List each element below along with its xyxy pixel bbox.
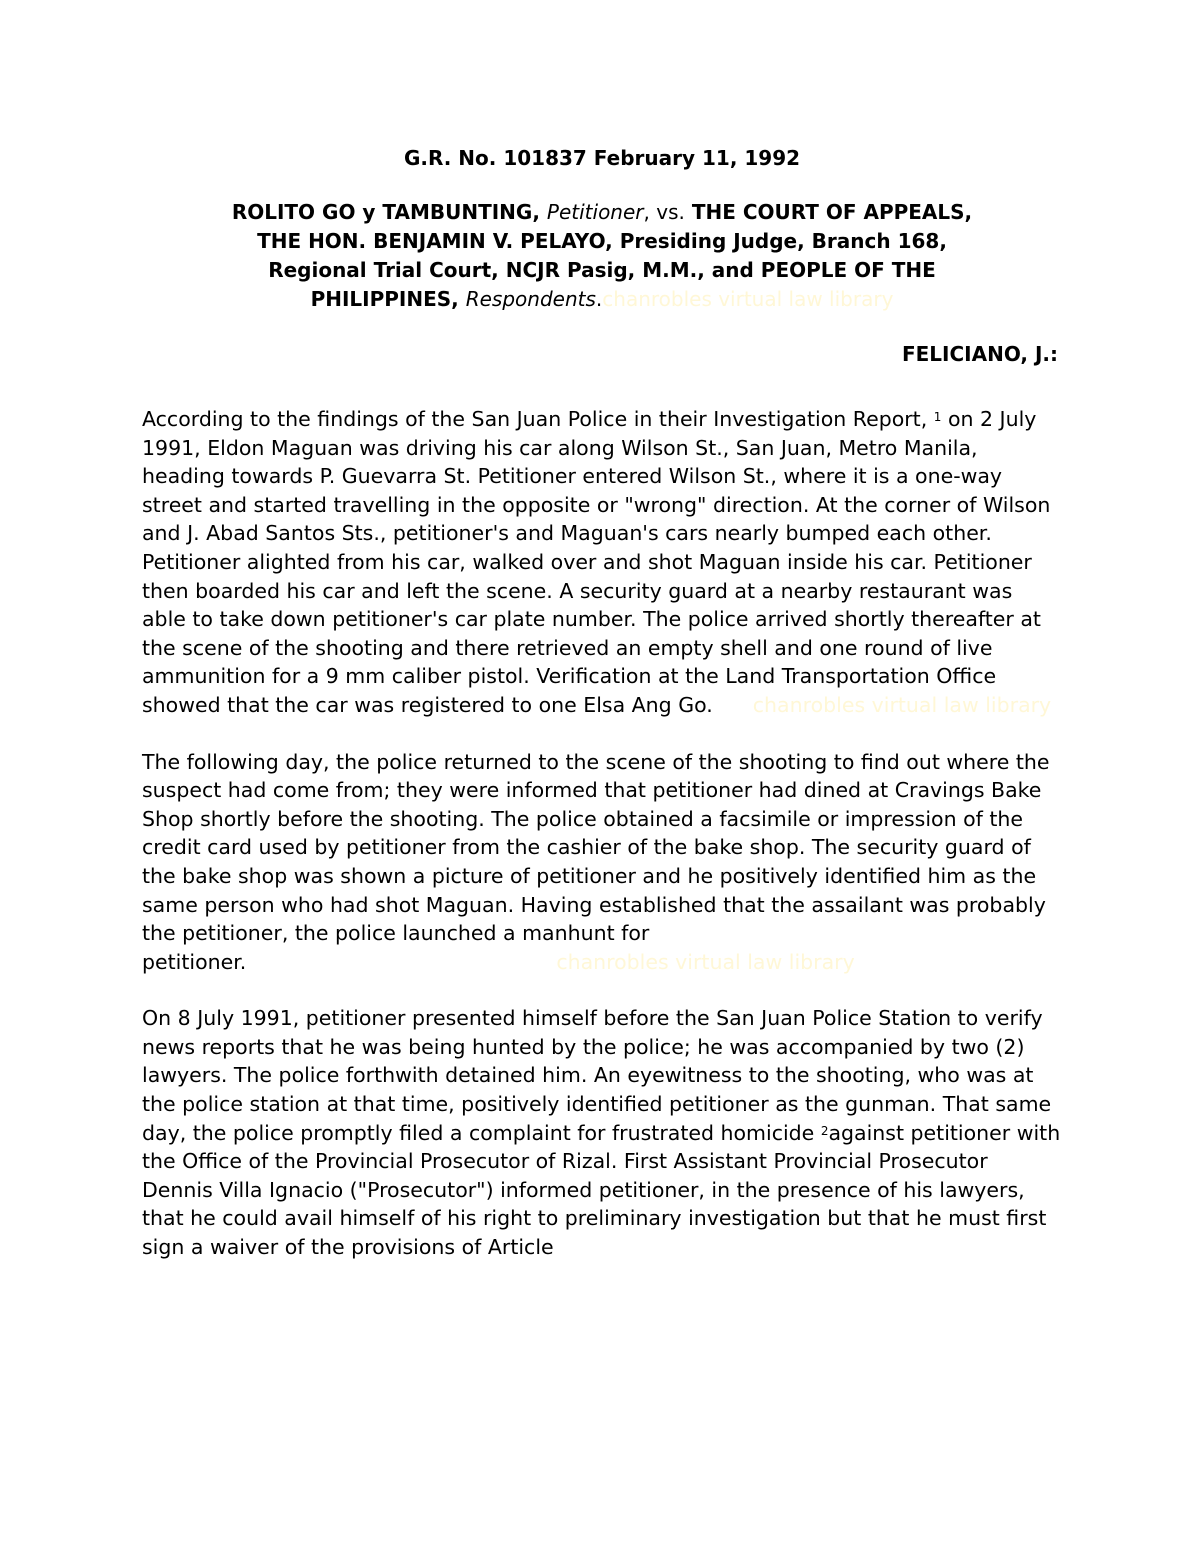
footnote-1-link[interactable]: 1	[933, 410, 942, 424]
paragraph-3-text-b: against petitioner with the Office of the Provincial Prosecutor of Rizal. First Assistant Provincial Prosecutor Dennis Villa Ignacio ("Prosecutor") informed petitioner, in the presence of his lawyers, that he could avail himself of his right to preliminary investigation but that he must first sign a waiver of the provisions of Article	[142, 1120, 1061, 1260]
case-caption	[142, 198, 1062, 314]
versus-text: , vs.	[643, 200, 685, 224]
petitioner-role: Petitioner	[546, 200, 644, 224]
watermark-paragraph-2: chanrobles virtual law library	[556, 949, 855, 974]
watermark-paragraph-1: chanrobles virtual law library	[752, 692, 1052, 717]
document-page	[142, 140, 1062, 1262]
paragraph-1-text-b: on 2 July 1991, Eldon Maguan was driving his car along Wilson St., San Juan, Metro Manila, heading towards P. Guevarra St. Petitioner entered Wilson St., where it is a one-way street and started travelling in the opposite or "wrong" direction. At the corner of Wilson and J. Abad Santos Sts., petitioner's and Maguan's cars nearly bumped each other. Petitioner alighted from his car, walked over and shot Maguan inside his car. Petitioner then boarded his car and left the scene. A security guard at a nearby restaurant was able to take down petitioner's car plate number. The police arrived shortly thereafter at the scene of the shooting and there retrieved an empty shell and one round of live ammunition for a 9 mm caliber pistol. Verification at the Land Transportation Office showed that the car was registered to one Elsa Ang Go.	[142, 407, 1051, 717]
respondents-line3: Regional Trial Court, NCJR Pasig, M.M., and PEOPLE OF THE	[268, 258, 936, 282]
petitioner-name: ROLITO GO y TAMBUNTING,	[231, 200, 540, 224]
paragraph-2-text: The following day, the police returned to the scene of the shooting to find out where the suspect had come from; they were informed that petitioner had dined at Cravings Bake Shop shortly before the shooting. The police obtained a facsimile or impression of the credit card used by petitioner from the cashier of the bake shop. The security guard of the bake shop was shown a picture of petitioner and he positively identified him as the same person who had shot Maguan. Having established that the assailant was probably the petitioner, the police launched a manhunt for	[142, 749, 1050, 946]
caption-period: .	[595, 287, 603, 311]
respondents-line1: THE COURT OF APPEALS,	[691, 200, 973, 224]
respondents-role: Respondents	[465, 287, 596, 311]
paragraph-2-end: petitioner.	[142, 949, 247, 974]
watermark-caption: chanrobles virtual law library	[602, 287, 894, 311]
paragraph-3-text-a: On 8 July 1991, petitioner presented himself before the San Juan Police Station to verify news reports that he was being hunted by the police; he was accompanied by two (2) lawyers. The police forthwith detained him. An eyewitness to the shooting, who was at the police station at that time, positively identified petitioner as the gunman. That same day, the police promptly filed a complaint for frustrated homicide	[142, 1006, 1052, 1145]
ponente: FELICIANO, J.:	[901, 342, 1058, 366]
footnote-2-link[interactable]: 2	[820, 1123, 829, 1138]
paragraph-2	[142, 748, 1062, 977]
respondents-line2: THE HON. BENJAMIN V. PELAYO, Presiding Judge, Branch 168,	[257, 229, 947, 253]
paragraph-1	[142, 405, 1062, 720]
paragraph-1-text-a: According to the findings of the San Juan Police in their Investigation Report,	[142, 407, 928, 431]
case-number: G.R. No. 101837 February 11, 1992	[403, 146, 801, 170]
respondents-line4: PHILIPPINES,	[310, 287, 459, 311]
paragraph-3	[142, 1004, 1062, 1261]
